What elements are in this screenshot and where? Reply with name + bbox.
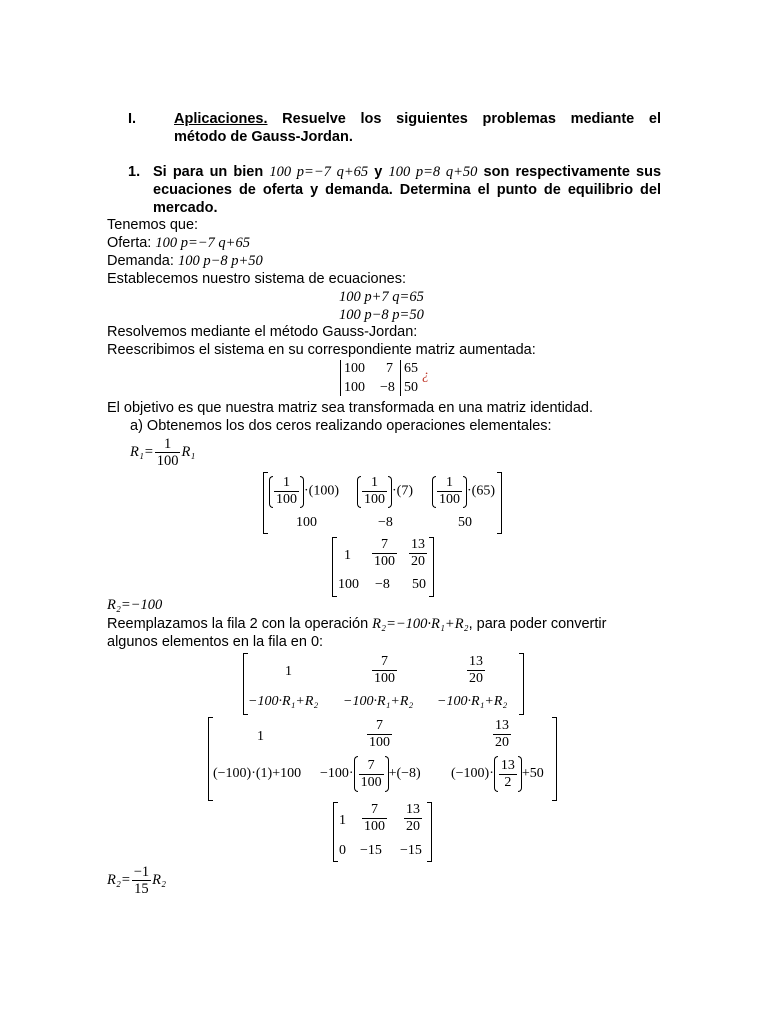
problem-number: 1.: [128, 164, 141, 180]
text-demanda: [107, 253, 263, 270]
m5-left-bracket: [333, 802, 338, 862]
m3-r1c3: $\frac{13}{20}$: [469, 654, 483, 686]
eq-r1-num: 1: [155, 436, 181, 453]
problem-eq1: 100 p=−7 q+65: [269, 164, 369, 180]
problem-post: son respectivamente sus: [477, 164, 662, 180]
eq-r2-value: R₂=−100: [107, 597, 163, 613]
text-reemplazamos: [107, 616, 606, 633]
text-resolvemos: Resolvemos mediante el método Gauss-Jordan:: [107, 324, 418, 340]
m4-r2c1: (−100)·(1)+100: [213, 766, 302, 781]
m3-r1c1: 1: [285, 664, 292, 679]
system-eq2: 100 p−8 p=50: [339, 307, 424, 323]
m1-r1c2: $\frac{1}{100}$ ·(7): [357, 475, 413, 508]
text-objetivo: El objetivo es que nuestra matriz sea transformada en una matriz identidad.: [107, 400, 594, 416]
aug-r1c1: 100: [344, 361, 365, 376]
m2-r1c3: $\frac{13}{20}$: [411, 537, 425, 569]
section-heading-rest: Resuelve los siguientes problemas mediante el: [267, 111, 661, 127]
aug-mark: ¿: [422, 368, 429, 383]
problem-pre: Si para un bien: [153, 164, 270, 180]
aug-r2c1: 100: [344, 380, 365, 395]
demanda-label: Demanda:: [107, 253, 178, 269]
text-tenemos: Tenemos que:: [107, 217, 199, 233]
aug-r1c2: 7: [386, 361, 393, 376]
eq-r2-scale: [107, 864, 166, 897]
problem-line1: [153, 164, 661, 181]
aug-r1c3: 65: [404, 361, 418, 376]
aug-r2c2: −8: [380, 380, 395, 395]
m2-r2c3: 50: [412, 577, 426, 592]
m1-r2c3: 50: [458, 515, 472, 530]
text-establecemos: Establecemos nuestro sistema de ecuaciones:: [107, 271, 407, 287]
m4-r2c3: (−100)· $\frac{13}{2}$ +50: [451, 756, 544, 792]
m1-right-bracket: [497, 472, 502, 534]
problem-eq2: 100 p=8 q+50: [388, 164, 478, 180]
section-number: I.: [128, 111, 137, 127]
eq-r1-fraction: [155, 436, 181, 469]
m2-right-bracket: [429, 537, 434, 597]
m5-r2c2: −15: [360, 843, 382, 858]
reemplazamos-post: , para poder convertir: [468, 616, 607, 632]
oferta-label: Oferta:: [107, 235, 156, 251]
m5-r1c2: $\frac{7}{100}$: [364, 802, 385, 834]
m4-r2c2: −100· $\frac{7}{100}$ +(−8): [320, 756, 421, 792]
section-title: Aplicaciones.: [174, 111, 268, 127]
m2-r2c1: 100: [338, 577, 359, 592]
m5-right-bracket: [427, 802, 432, 862]
section-heading-line2: método de Gauss-Jordan.: [174, 129, 353, 145]
m1-r2c2: −8: [378, 515, 393, 530]
problem-line3: mercado.: [153, 200, 218, 216]
text-step-a: a) Obtenemos los dos ceros realizando operaciones elementales:: [130, 418, 552, 434]
m4-r1c3: $\frac{13}{20}$: [495, 718, 509, 750]
m1-r1c1: $\frac{1}{100}$ ·(100): [269, 475, 339, 508]
m4-r1c1: 1: [257, 729, 264, 744]
aug-r2c3: 50: [404, 380, 418, 395]
eq-r2-fraction: [132, 864, 151, 897]
eq-r1-den: 100: [156, 453, 179, 469]
eq-r1-scale: [130, 436, 195, 469]
m5-r2c1: 0: [339, 843, 346, 858]
aug-left-bar: [340, 360, 341, 396]
demanda-eq: 100 p−8 p+50: [177, 253, 263, 269]
system-eq1: 100 p+7 q=65: [339, 289, 424, 305]
m2-r2c2: −8: [375, 577, 390, 592]
text-oferta: [107, 235, 250, 252]
m3-r2c2: −100·R₁+R₂: [343, 694, 414, 709]
text-algunos: algunos elementos en la fila en 0:: [107, 634, 324, 650]
m4-left-bracket: [208, 717, 213, 801]
problem-line2: ecuaciones de oferta y demanda. Determina el punto de equilibrio del: [153, 182, 661, 198]
m3-r1c2: $\frac{7}{100}$: [374, 654, 395, 686]
eq-r1-rhs: R₁: [181, 443, 196, 460]
m1-r1c3: $\frac{1}{100}$ ·(65): [432, 475, 495, 508]
m3-r2c1: −100·R₁+R₂: [248, 694, 319, 709]
eq-r2-den: 15: [134, 881, 149, 897]
oferta-eq: 100 p=−7 q+65: [155, 235, 250, 251]
reemplazamos-pre: Reemplazamos la fila 2 con la operación: [107, 616, 373, 632]
eq-r2-num: −1: [133, 864, 150, 880]
m5-r2c3: −15: [400, 843, 422, 858]
problem-mid: y: [368, 164, 389, 180]
reemplazamos-op: R₂=−100·R₁+R₂: [372, 616, 469, 632]
m5-r1c3: $\frac{13}{20}$: [406, 802, 420, 834]
m2-r1c2: $\frac{7}{100}$: [374, 537, 395, 569]
m3-r2c3: −100·R₁+R₂: [437, 694, 508, 709]
eq-r2-rhs: R₂: [152, 871, 167, 888]
text-reescribimos: Reescribimos el sistema en su correspondiente matriz aumentada:: [107, 342, 536, 358]
m5-r1c1: 1: [339, 813, 346, 828]
eq-r2-lhs: R₂=: [107, 871, 131, 888]
m4-right-bracket: [552, 717, 557, 801]
aug-augment-bar: [400, 360, 401, 396]
m4-r1c2: $\frac{7}{100}$: [369, 718, 390, 750]
m2-r1c1: 1: [344, 548, 351, 563]
m2-left-bracket: [332, 537, 337, 597]
m3-right-bracket: [519, 653, 524, 715]
section-heading-line1: [174, 111, 661, 127]
m1-r2c1: 100: [296, 515, 317, 530]
m1-left-bracket: [263, 472, 268, 534]
eq-r1-lhs: R₁=: [130, 443, 154, 460]
